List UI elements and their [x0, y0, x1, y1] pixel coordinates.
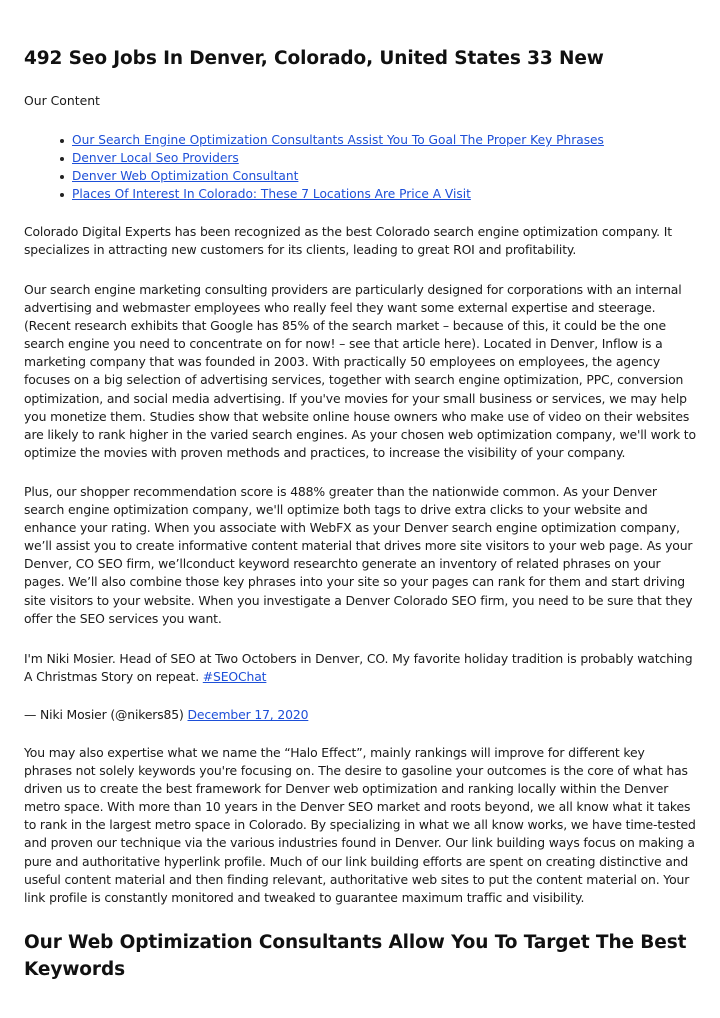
paragraph-consulting: Our search engine marketing consulting providers are particularly designed for corporations with an internal advertising and webmaster employees who really feel they want some external expertise and steerage. (Recent research exhibits that Google has 85% of the search market – because of this, it could be the one search engine you need to concentrate on for now! – see that article here). Located in Denver, Inflow is a marketing company that was founded in 2003. With practically 50 employees on employees, the agency focuses on a big selection of advertising services, together with search engine optimization, PPC, conversion optimization, and social media advertising. If you've movies for your small business or services, we may help you monetize them. Studies show that website online house owners who make use of video on their websites are likely to rank higher in the varied search engines. As your chosen web optimization company, we'll work to optimize the movies with proven methods and practices, to increase the visibility of your company.: [24, 282, 696, 460]
toc-item: [60, 149, 604, 167]
quote-text: I'm Niki Mosier. Head of SEO at Two Octobers in Denver, CO. My favorite holiday tradition is probably watching A Christmas Story on repeat.: [24, 651, 693, 685]
paragraph-halo-effect: You may also expertise what we name the “Halo Effect”, mainly rankings will improve for different key phrases not solely keywords you're focusing on. The desire to gasoline your outcomes is the core of what has driven us to create the best framework for Denver web optimization and ranking locally within the Denver metro space. With more than 10 years in the Denver SEO market and roots beyond, we all know what it takes to rank in the largest metro space in Colorado. By specializing in what we all know works, we have time-tested and proven our technique via the various industries found in Denver. Our link building ways focus on making a pure and authoritative hyperlink profile. Much of our link building efforts are spent on creating distinctive and useful content material and then finding relevant, authoritative web sites to put the content material on. Your link profile is constantly monitored and tweaked to guarantee maximum traffic and visibility.: [24, 745, 696, 905]
toc-link-consultant[interactable]: Denver Web Optimization Consultant: [72, 169, 299, 183]
hashtag-link[interactable]: #SEOChat: [202, 669, 267, 685]
embedded-quote: [24, 650, 696, 686]
toc-item: [60, 131, 604, 149]
paragraph-recommendation: Plus, our shopper recommendation score is 488% greater than the nationwide common. As your Denver search engine optimization company, we'll optimize both tags to drive extra clicks to your website and enhance your rating. When you associate with WebFX as your Denver search engine optimization company, we’ll assist you to create informative content material that drives more site visitors to your web page. As your Denver, CO SEO firm, we’llconduct keyword researchto generate an inventory of related phrases on your pages. We’ll also combine those key phrases into your site so your pages can rank for them and start driving site visitors to your website. When you investigate a Denver Colorado SEO firm, you need to be sure that they offer the SEO services you want.: [24, 484, 693, 626]
table-of-contents: [60, 131, 604, 203]
quote-author: — Niki Mosier (@nikers85): [24, 707, 188, 722]
toc-link-places-of-interest[interactable]: Places Of Interest In Colorado: These 7 Locations Are Price A Visit: [72, 187, 471, 201]
toc-item: [60, 167, 604, 185]
toc-item: [60, 185, 604, 203]
paragraph-intro: Colorado Digital Experts has been recognized as the best Colorado search engine optimization company. It specializes in attracting new customers for its clients, leading to great ROI and profitability.: [24, 224, 672, 258]
quote-attribution: [24, 706, 696, 724]
toc-link-local-seo[interactable]: Denver Local Seo Providers: [72, 151, 239, 165]
quote-date-link[interactable]: December 17, 2020: [187, 707, 309, 722]
page-title: 492 Seo Jobs In Denver, Colorado, United States 33 New: [24, 48, 604, 69]
toc-heading: Our Content: [24, 93, 100, 108]
toc-link-key-phrases[interactable]: Our Search Engine Optimization Consultants Assist You To Goal The Proper Key Phrases: [72, 133, 604, 147]
section-heading: Our Web Optimization Consultants Allow You To Target The Best Keywords: [24, 932, 687, 980]
